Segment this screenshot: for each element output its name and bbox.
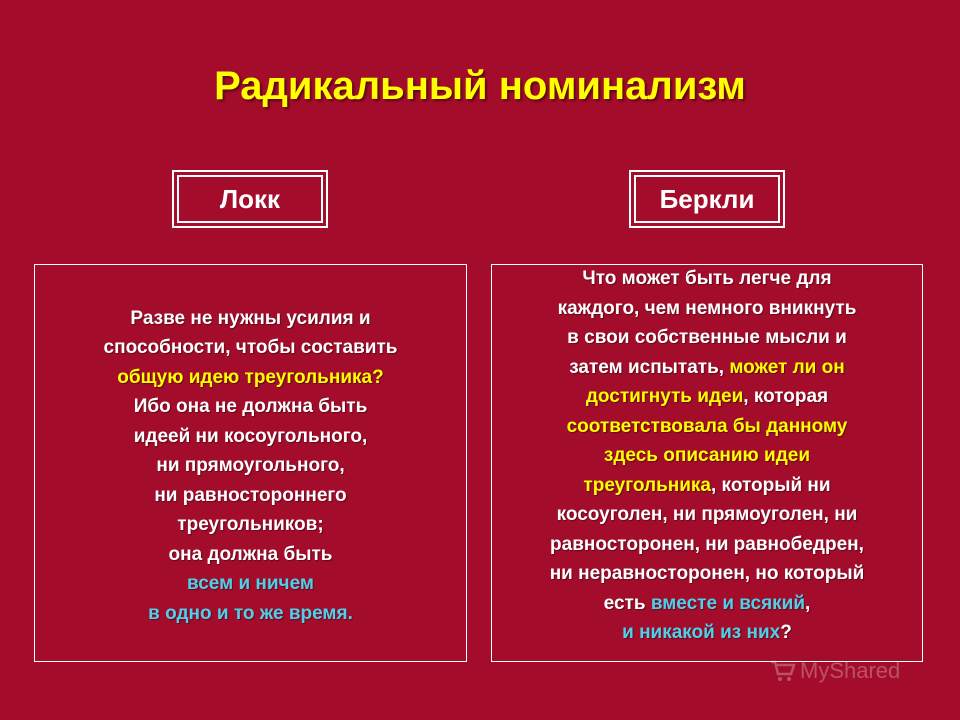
cart-icon [770, 659, 796, 683]
quote-segment: соответствовала бы данному [566, 415, 848, 437]
quote-segment: ни неравносторонен, но который [549, 563, 865, 585]
quote-segment: Что может быть легче для [582, 268, 832, 290]
locke-name-box [172, 170, 328, 228]
quote-line [550, 353, 865, 383]
quote-line [550, 500, 865, 530]
quote-line [550, 264, 865, 294]
quote-segment: вместе и всякий [650, 592, 806, 614]
quote-line [550, 412, 865, 442]
quote-line [104, 540, 398, 570]
quote-segment: может ли он [729, 356, 845, 378]
quote-segment: , который ни [711, 474, 831, 496]
quote-line [104, 333, 398, 363]
locke-name-label: Локк [177, 175, 323, 223]
quote-line [550, 323, 865, 353]
watermark-text: MyShared [800, 658, 901, 683]
quote-segment: затем испытать, [569, 356, 730, 378]
quote-segment: , которая [743, 386, 829, 408]
quote-line [550, 618, 865, 648]
quote-segment: треугольника [583, 474, 711, 496]
quote-segment: треугольников; [177, 514, 324, 536]
quote-line [104, 451, 398, 481]
quote-segment: в одно и то же время. [148, 602, 353, 624]
berkeley-name-label: Беркли [634, 175, 780, 223]
quote-line [104, 481, 398, 511]
quote-line [104, 304, 398, 334]
quote-segment: и никакой из них [622, 622, 781, 644]
quote-segment: ни равностороннего [154, 484, 347, 506]
berkeley-quote-box [491, 264, 923, 662]
quote-segment: достигнуть идеи [585, 386, 744, 408]
quote-line [550, 382, 865, 412]
quote-line [550, 294, 865, 324]
quote-line [550, 559, 865, 589]
quote-segment: каждого, чем немного вникнуть [557, 297, 857, 319]
quote-segment: общую идею треугольника? [117, 366, 384, 388]
quote-line [550, 530, 865, 560]
quote-segment: идеей ни косоугольного, [133, 425, 368, 447]
quote-line [104, 363, 398, 393]
berkeley-name-box [629, 170, 785, 228]
quote-line [104, 510, 398, 540]
watermark [770, 658, 900, 684]
quote-segment: равносторонен, ни равнобедрен, [550, 533, 864, 555]
quote-line [104, 599, 398, 629]
quote-segment: ? [780, 622, 792, 644]
quote-segment: в свои собственные мысли и [567, 327, 847, 349]
quote-segment: , [805, 592, 811, 614]
quote-segment: она должна быть [168, 543, 333, 565]
quote-line [550, 589, 865, 619]
locke-quote-text [104, 304, 398, 629]
quote-line [550, 471, 865, 501]
quote-line [104, 392, 398, 422]
quote-line [104, 422, 398, 452]
locke-quote-box [34, 264, 467, 662]
quote-segment: Разве не нужны усилия и [130, 307, 371, 329]
berkeley-quote-text [550, 264, 865, 648]
quote-segment: есть [603, 592, 651, 614]
quote-segment: косоуголен, ни прямоуголен, ни [556, 504, 858, 526]
quote-line [104, 569, 398, 599]
quote-segment: всем и ничем [187, 573, 314, 595]
quote-segment: способности, чтобы составить [103, 337, 398, 359]
quote-line [550, 441, 865, 471]
quote-segment: ни прямоугольного, [156, 455, 345, 477]
quote-segment: Ибо она не должна быть [133, 396, 368, 418]
slide-title: Радикальный номинализм [214, 64, 746, 108]
quote-segment: здесь описанию идеи [603, 445, 811, 467]
